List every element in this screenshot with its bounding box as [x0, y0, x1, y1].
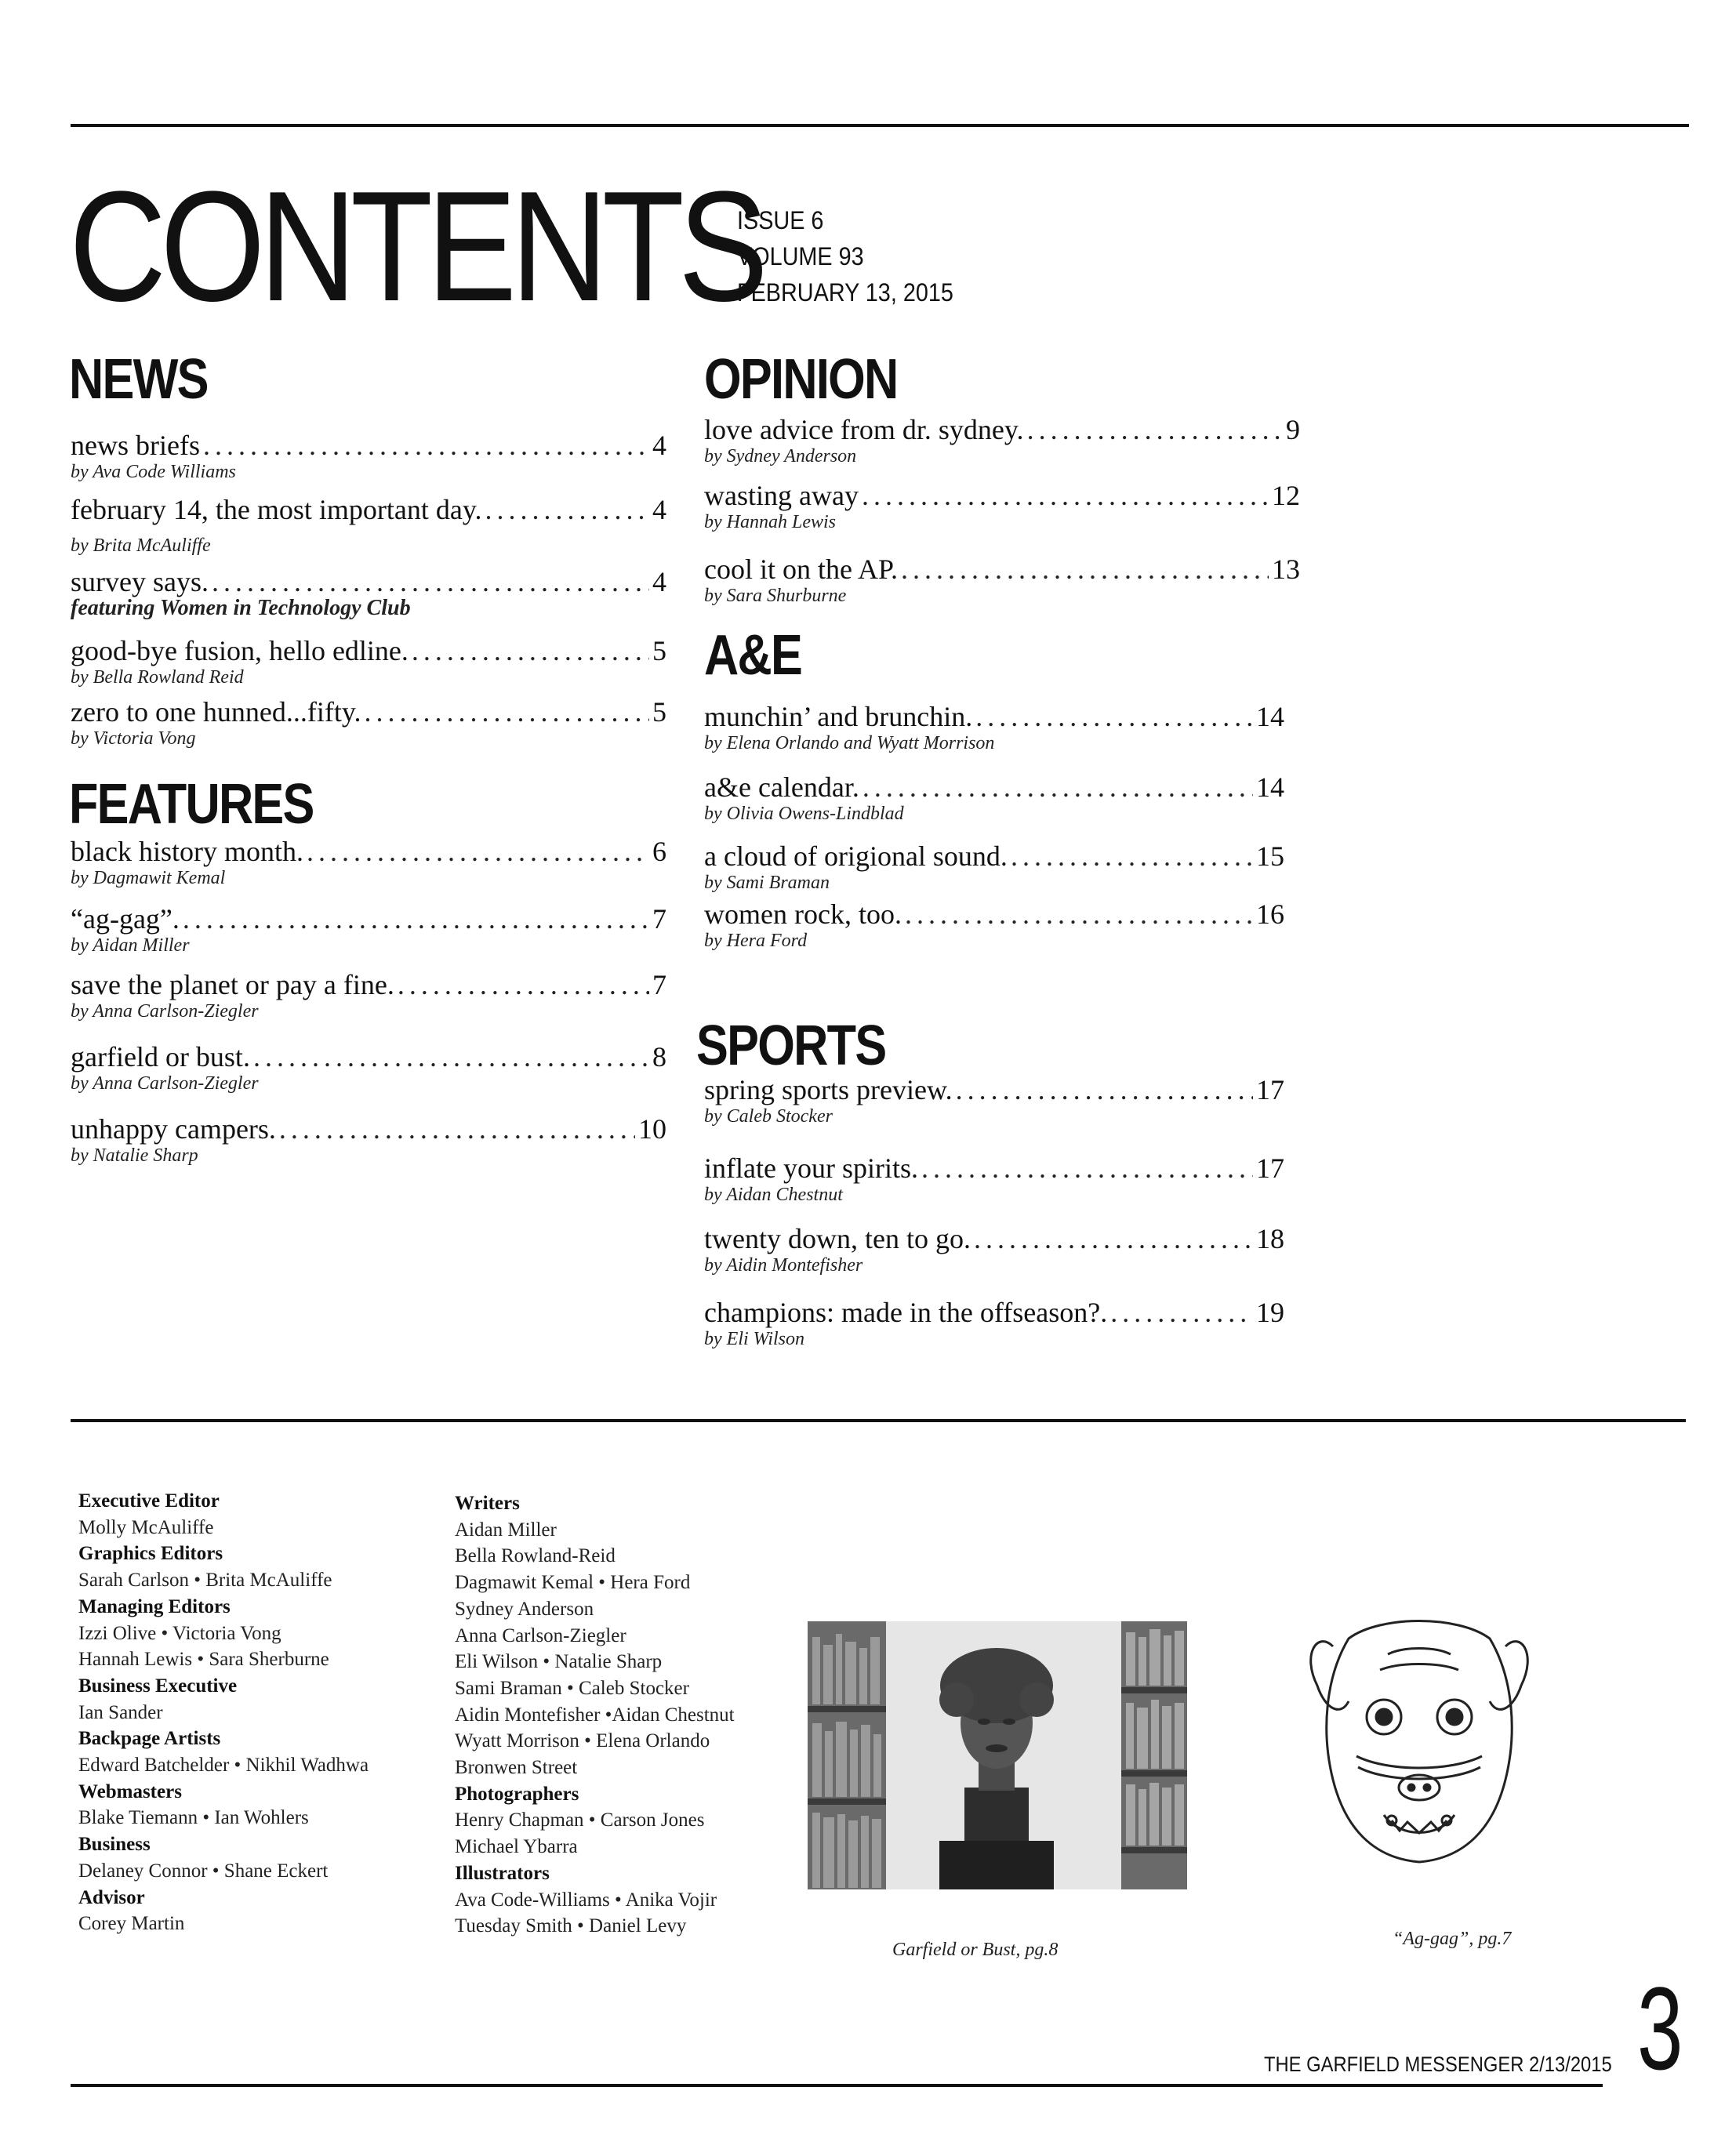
- entry-page: 4: [652, 566, 666, 597]
- entry-page: 4: [652, 494, 666, 525]
- section-sports-heading: SPORTS: [696, 1014, 886, 1077]
- entry-byline: by Elena Orlando and Wyatt Morrison: [704, 733, 995, 753]
- staff-names: Michael Ybarra: [455, 1836, 578, 1858]
- entry-title: love advice from dr. sydney.: [704, 414, 1024, 445]
- entry-title: february 14, the most important day.: [71, 494, 482, 525]
- staff-names: Edward Batchelder • Nikhil Wadhwa: [78, 1755, 369, 1777]
- entry-title: munchin’ and brunchin.: [704, 701, 973, 732]
- entry-byline: by Dagmawit Kemal: [71, 868, 226, 888]
- entry-byline: featuring Women in Technology Club: [71, 596, 411, 620]
- staff-names: Eli Wilson • Natalie Sharp: [455, 1651, 663, 1673]
- photo-caption: Garfield or Bust, pg.8: [892, 1940, 1059, 1960]
- top-rule: [71, 124, 1689, 127]
- staff-role: Illustrators: [455, 1862, 550, 1884]
- entry-page: 16: [1256, 898, 1284, 930]
- toc-entry[interactable]: [704, 771, 1284, 825]
- toc-entry[interactable]: [704, 1223, 1284, 1276]
- toc-entry[interactable]: [71, 969, 666, 1022]
- entry-title: unhappy campers.: [71, 1113, 276, 1145]
- entry-page: 5: [652, 696, 666, 728]
- section-features-heading: FEATURES: [69, 773, 314, 836]
- entry-byline: by Aidan Chestnut: [704, 1185, 843, 1205]
- staff-names: Aidan Miller: [455, 1519, 557, 1541]
- section-ae-heading: A&E: [704, 624, 802, 687]
- entry-title: twenty down, ten to go.: [704, 1223, 971, 1254]
- staff-role: Webmasters: [78, 1780, 182, 1802]
- entry-title: good-bye fusion, hello edline.: [71, 635, 409, 666]
- staff-role: Business Executive: [78, 1675, 238, 1697]
- toc-entry[interactable]: [704, 898, 1284, 952]
- toc-entry[interactable]: [71, 903, 666, 956]
- entry-page: 10: [638, 1113, 666, 1145]
- staff-names: Sarah Carlson • Brita McAuliffe: [78, 1570, 332, 1592]
- staff-names: Delaney Connor • Shane Eckert: [78, 1860, 329, 1882]
- staff-names: Ava Code-Williams • Anika Vojir: [455, 1889, 717, 1911]
- staff-names: Sydney Anderson: [455, 1598, 594, 1620]
- entry-page: 9: [1286, 414, 1300, 445]
- entry-title: inflate your spirits.: [704, 1152, 918, 1184]
- staff-role: Executive Editor: [78, 1490, 220, 1512]
- issue-date: FEBRUARY 13, 2015: [737, 278, 953, 307]
- staff-role: Advisor: [78, 1886, 145, 1908]
- entry-byline: by Bella Rowland Reid: [71, 667, 244, 688]
- entry-title: a&e calendar.: [704, 771, 859, 803]
- entry-byline: by Eli Wilson: [704, 1329, 804, 1349]
- entry-page: 8: [652, 1041, 666, 1073]
- entry-title: “ag-gag”.: [71, 903, 180, 935]
- entry-title: women rock, too.: [704, 898, 902, 930]
- entry-page: 19: [1256, 1297, 1284, 1328]
- staff-role: Backpage Artists: [78, 1728, 221, 1750]
- toc-entry[interactable]: [704, 701, 1284, 754]
- entry-byline: by Sara Shurburne: [704, 586, 847, 606]
- entry-title: champions: made in the offseason?.: [704, 1297, 1108, 1328]
- bottom-rule: [71, 2084, 1603, 2087]
- toc-entry[interactable]: [704, 1074, 1284, 1127]
- staff-names: Sami Braman • Caleb Stocker: [455, 1677, 689, 1699]
- staff-names: Ian Sander: [78, 1701, 163, 1723]
- staff-role: Business: [78, 1834, 151, 1856]
- staff-list-left: [78, 1488, 369, 1937]
- entry-byline: by Anna Carlson-Ziegler: [71, 1073, 259, 1094]
- entry-byline: by Anna Carlson-Ziegler: [71, 1001, 259, 1022]
- entry-title: black history month.: [71, 836, 303, 867]
- entry-title: zero to one hunned...fifty.: [71, 696, 361, 728]
- toc-entry[interactable]: [704, 840, 1284, 894]
- entry-byline: by Olivia Owens-Lindblad: [704, 804, 904, 824]
- drawing-caption: “Ag-gag”, pg.7: [1393, 1929, 1512, 1949]
- staff-role: Photographers: [455, 1783, 579, 1805]
- entry-page: 6: [652, 836, 666, 867]
- staff-names: Hannah Lewis • Sara Sherburne: [78, 1649, 329, 1671]
- staff-names: Anna Carlson-Ziegler: [455, 1624, 626, 1646]
- staff-list-right: [455, 1490, 735, 1940]
- entry-page: 14: [1256, 771, 1284, 803]
- toc-entry[interactable]: [704, 1297, 1284, 1350]
- entry-byline: by Sydney Anderson: [704, 446, 857, 466]
- entry-byline: by Caleb Stocker: [704, 1106, 833, 1127]
- entry-title: garfield or bust.: [71, 1041, 250, 1073]
- entry-title: wasting away: [704, 480, 859, 511]
- volume-number: VOLUME 93: [737, 242, 864, 270]
- toc-entry[interactable]: [71, 1113, 666, 1167]
- entry-title: cool it on the AP.: [704, 554, 899, 585]
- page-title: CONTENTS: [69, 159, 763, 334]
- entry-title: news briefs: [71, 430, 200, 461]
- toc-entry[interactable]: [71, 494, 666, 557]
- entry-page: 5: [652, 635, 666, 666]
- entry-title: survey says.: [71, 566, 209, 597]
- entry-byline: by Brita McAuliffe: [71, 535, 211, 556]
- entry-byline: by Aidin Montefisher: [704, 1255, 863, 1276]
- entry-byline: by Natalie Sharp: [71, 1145, 198, 1166]
- staff-names: Corey Martin: [78, 1913, 185, 1935]
- issue-number: ISSUE 6: [737, 206, 824, 234]
- staff-names: Blake Tiemann • Ian Wohlers: [78, 1807, 309, 1829]
- staff-names: Izzi Olive • Victoria Vong: [78, 1622, 281, 1644]
- toc-entry[interactable]: [704, 1152, 1284, 1206]
- toc-entry[interactable]: [71, 696, 666, 750]
- staff-names: Tuesday Smith • Daniel Levy: [455, 1915, 687, 1937]
- entry-title: spring sports preview.: [704, 1074, 953, 1105]
- entry-byline: by Hera Ford: [704, 931, 808, 951]
- toc-entry[interactable]: [71, 1041, 666, 1094]
- publication-footer: THE GARFIELD MESSENGER 2/13/2015: [1264, 2053, 1612, 2076]
- toc-entry[interactable]: [704, 414, 1300, 467]
- dog-drawing: [1302, 1599, 1537, 1897]
- section-opinion-heading: OPINION: [704, 348, 898, 411]
- staff-names: Dagmawit Kemal • Hera Ford: [455, 1572, 691, 1594]
- entry-byline: by Hannah Lewis: [704, 512, 836, 532]
- bust-photo: [808, 1621, 1187, 1889]
- toc-entry[interactable]: [704, 554, 1300, 607]
- staff-names: Aidin Montefisher •Aidan Chestnut: [455, 1704, 735, 1726]
- staff-role: Writers: [455, 1493, 520, 1514]
- staff-names: Molly McAuliffe: [78, 1516, 214, 1538]
- entry-page: 15: [1256, 840, 1284, 872]
- entry-page: 7: [652, 903, 666, 935]
- section-news-heading: NEWS: [69, 348, 208, 411]
- staff-role: Graphics Editors: [78, 1543, 223, 1565]
- bust-photo-illustration: [808, 1621, 1187, 1889]
- entry-title: a cloud of origional sound.: [704, 840, 1008, 872]
- staff-role: Managing Editors: [78, 1595, 231, 1617]
- entry-page: 14: [1256, 701, 1284, 732]
- dog-illustration: [1302, 1599, 1537, 1897]
- entry-page: 18: [1256, 1223, 1284, 1254]
- staff-names: Bella Rowland-Reid: [455, 1545, 616, 1567]
- entry-page: 4: [652, 430, 666, 461]
- entry-page: 17: [1256, 1074, 1284, 1105]
- entry-page: 12: [1272, 480, 1300, 511]
- middle-rule: [71, 1419, 1686, 1422]
- entry-page: 13: [1272, 554, 1300, 585]
- entry-byline: by Victoria Vong: [71, 728, 196, 749]
- entry-byline: by Aidan Miller: [71, 935, 190, 956]
- entry-title: save the planet or pay a fine.: [71, 969, 394, 1000]
- toc-entry[interactable]: [71, 430, 666, 483]
- staff-names: Henry Chapman • Carson Jones: [455, 1809, 705, 1831]
- staff-names: Bronwen Street: [455, 1757, 578, 1779]
- entry-page: 17: [1256, 1152, 1284, 1184]
- staff-names: Wyatt Morrison • Elena Orlando: [455, 1730, 710, 1752]
- toc-entry[interactable]: [71, 566, 666, 619]
- issue-info: [737, 202, 953, 310]
- entry-byline: by Ava Code Williams: [71, 462, 236, 482]
- toc-entry[interactable]: [704, 480, 1300, 533]
- entry-page: 7: [652, 969, 666, 1000]
- toc-entry[interactable]: [71, 836, 666, 889]
- entry-byline: by Sami Braman: [704, 873, 830, 893]
- page-number: 3: [1637, 1962, 1683, 2094]
- toc-entry[interactable]: [71, 635, 666, 688]
